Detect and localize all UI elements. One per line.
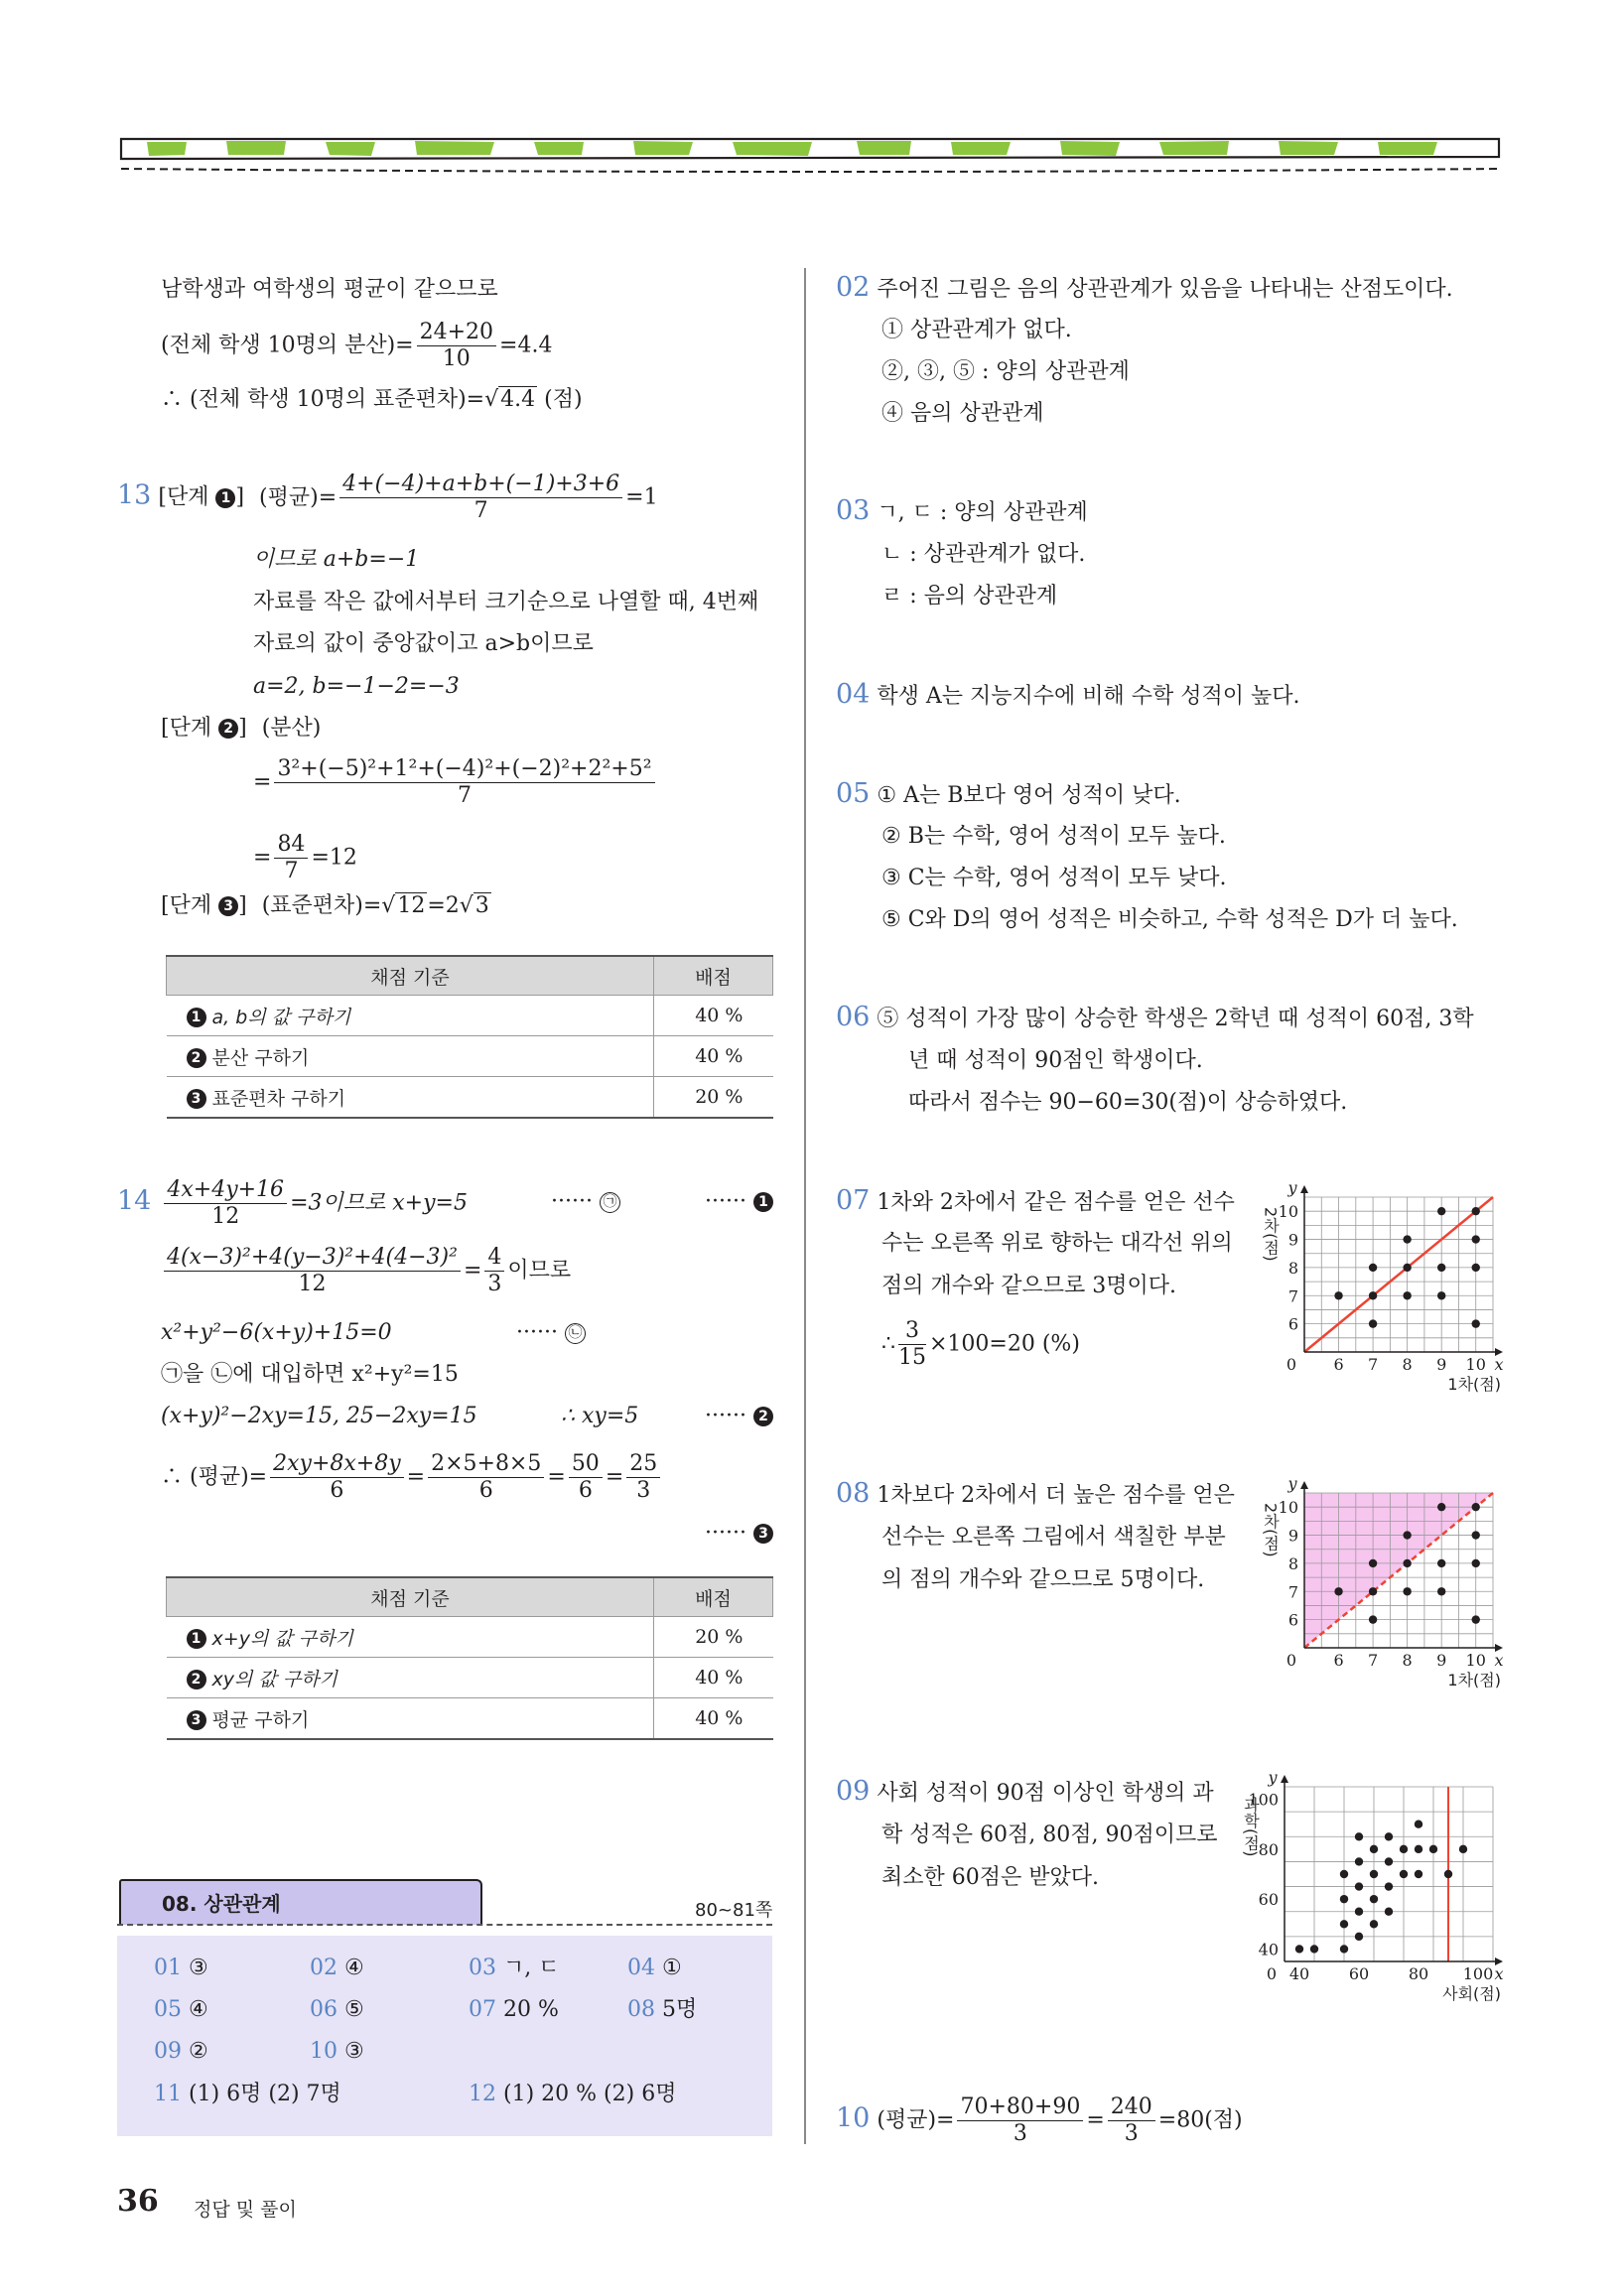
answer-item: 06 ⑤ xyxy=(310,1997,364,2022)
data-point xyxy=(1472,1319,1480,1327)
y-axis-letter: y xyxy=(1287,1477,1297,1493)
x-tick-label: 9 xyxy=(1436,1355,1447,1374)
origin-label: 0 xyxy=(1266,1964,1277,1983)
answer-key-title: 08. 상관관계 xyxy=(162,1892,281,1916)
y-tick-label: 8 xyxy=(1287,1258,1298,1278)
data-point xyxy=(1385,1882,1393,1890)
data-point xyxy=(1472,1264,1480,1272)
x-tick-label: 10 xyxy=(1465,1651,1486,1670)
column-divider xyxy=(804,268,806,2144)
q08-line-2: 선수는 오른쪽 그림에서 색칠한 부분 xyxy=(881,1525,1226,1550)
data-point xyxy=(1355,1908,1363,1916)
scatter-chart-07 xyxy=(1259,1181,1507,1400)
q08-line-1: 08 1차보다 2차에서 더 높은 점수를 얻은 xyxy=(836,1478,1235,1509)
data-point xyxy=(1403,1559,1411,1567)
data-point xyxy=(1472,1531,1480,1539)
data-point xyxy=(1400,1845,1408,1853)
data-point xyxy=(1437,1264,1445,1272)
answer-item: 11 (1) 6명 (2) 7명 xyxy=(154,2082,341,2106)
y-tick-label: 7 xyxy=(1287,1286,1298,1306)
data-point xyxy=(1340,1895,1348,1903)
q14-line-5-result: ∴ xy=5 xyxy=(561,1404,639,1428)
answer-item: 01 ③ xyxy=(154,1956,208,1980)
q13-line-4: 자료의 값이 중앙값이고 a>b이므로 xyxy=(253,631,594,656)
q02-line-2: ① 상관관계가 없다. xyxy=(881,318,1072,342)
data-point xyxy=(1370,1870,1378,1878)
y-axis-arrow xyxy=(1281,1775,1288,1783)
table-row: 3 평균 구하기 40 % xyxy=(167,1698,773,1740)
q05-line-2: ② B는 수학, 영어 성적이 모두 높다. xyxy=(881,824,1226,849)
q03-line-2: ㄴ : 상관관계가 없다. xyxy=(881,542,1086,567)
q04-line-1: 04 학생 A는 지능지수에 비해 수학 성적이 높다. xyxy=(836,679,1300,710)
x-tick-label: 60 xyxy=(1348,1964,1370,1983)
table-header-points: 배점 xyxy=(654,956,773,996)
data-point xyxy=(1403,1264,1411,1272)
data-point xyxy=(1370,1845,1378,1853)
table-header-criteria: 채점 기준 xyxy=(167,956,654,996)
data-point xyxy=(1437,1291,1445,1299)
answer-item: 02 ④ xyxy=(310,1956,364,1980)
data-point xyxy=(1403,1291,1411,1299)
q06-line-3: 따라서 점수는 90−60=30(점)이 상승하였다. xyxy=(908,1090,1348,1115)
table-row: 1 x+y의 값 구하기 20 % xyxy=(167,1617,773,1658)
table-row: 2 분산 구하기 40 % xyxy=(167,1036,773,1077)
q03-line-3: ㄹ : 음의 상관관계 xyxy=(881,584,1058,608)
q14-line-5: (x+y)²−2xy=15, 25−2xy=15 xyxy=(161,1404,477,1428)
y-tick-label: 6 xyxy=(1287,1610,1298,1630)
q06-line-1: 06 ⑤ 성적이 가장 많이 상승한 학생은 2학년 때 성적이 60점, 3학 xyxy=(836,1002,1474,1032)
data-point xyxy=(1369,1291,1377,1299)
answer-item: 05 ④ xyxy=(154,1997,208,2022)
x-tick-label: 7 xyxy=(1367,1355,1379,1374)
data-point xyxy=(1355,1832,1363,1840)
data-point xyxy=(1437,1503,1445,1511)
data-point xyxy=(1369,1319,1377,1327)
page-footer-title: 정답 및 풀이 xyxy=(194,2199,297,2221)
data-point xyxy=(1400,1870,1408,1878)
y-axis-letter: y xyxy=(1268,1771,1278,1787)
q07-line-1: 07 1차와 2차에서 같은 점수를 얻은 선수 xyxy=(836,1185,1235,1216)
y-tick-label: 40 xyxy=(1258,1940,1279,1959)
y-axis-arrow xyxy=(1300,1185,1308,1193)
q05-line-1: 05 ① A는 B보다 영어 성적이 낮다. xyxy=(836,778,1181,809)
q13-line-2: 이므로 a+b=−1 xyxy=(253,547,420,572)
answer-item: 03 ㄱ, ㄷ xyxy=(469,1956,560,1980)
reference-line xyxy=(1304,1197,1493,1352)
data-point xyxy=(1355,1933,1363,1941)
y-tick-label: 60 xyxy=(1258,1890,1279,1910)
q14-line-4: ㉠을 ㉡에 대입하면 x²+y²=15 xyxy=(161,1362,459,1387)
scoring-table-14 xyxy=(166,1576,773,1740)
q14-line-3-marker: ······ ㉡ xyxy=(516,1318,586,1348)
data-point xyxy=(1444,1870,1452,1878)
y-axis-label: 과학(점) xyxy=(1241,1797,1261,1857)
table-row: 1 a, b의 값 구하기 40 % xyxy=(167,996,773,1036)
x-tick-label: 7 xyxy=(1367,1651,1379,1670)
data-point xyxy=(1472,1207,1480,1215)
q05-line-3: ③ C는 수학, 영어 성적이 모두 낮다. xyxy=(881,866,1227,890)
x-tick-label: 100 xyxy=(1462,1964,1494,1983)
origin-label: 0 xyxy=(1286,1651,1296,1670)
header-decoration xyxy=(117,131,1507,179)
answer-item: 12 (1) 20 % (2) 6명 xyxy=(469,2082,677,2106)
data-point xyxy=(1385,1832,1393,1840)
page-number: 36 xyxy=(117,2184,159,2219)
data-point xyxy=(1369,1615,1377,1623)
intro-line-3: ∴ (전체 학생 10명의 표준편차)=√4.4 (점) xyxy=(161,387,583,412)
y-axis-letter: y xyxy=(1287,1181,1297,1197)
table-header-points: 배점 xyxy=(654,1577,773,1617)
q13-step3-line: [단계 3 ] (표준편차)=√12=2√3 xyxy=(161,893,489,918)
y-tick-label: 10 xyxy=(1278,1202,1298,1222)
x-tick-label: 40 xyxy=(1288,1964,1310,1983)
scatter-chart-09 xyxy=(1239,1771,1507,2009)
q14-line-1-step: ······ 1 xyxy=(705,1187,773,1217)
q10-line-1: 10 (평균)= $\frac{70+80+90}{3}$ = $\frac{240}{3}$ =80(점) xyxy=(836,2094,1243,2146)
y-axis-label: 2차(점) xyxy=(1261,1207,1281,1262)
data-point xyxy=(1369,1559,1377,1567)
q13-step1-line: 13 [단계 1 ] (평균)= $\frac{4+(-4)+a+b+(-1)+3+6}{7}$ =1 xyxy=(117,472,658,523)
x-axis-label: 1차(점) xyxy=(1447,1375,1501,1394)
scatter-chart-08 xyxy=(1259,1477,1507,1695)
data-point xyxy=(1355,1882,1363,1890)
x-axis-letter: x xyxy=(1494,1651,1504,1670)
y-tick-label: 9 xyxy=(1287,1230,1298,1250)
table-row: 3 표준편차 구하기 20 % xyxy=(167,1077,773,1119)
table-row: 2 xy의 값 구하기 40 % xyxy=(167,1658,773,1698)
q14-line-1: 14 $\frac{4x+4y+16}{12}$ =3이므로 x+y=5 xyxy=(117,1177,468,1229)
answer-item: 04 ① xyxy=(627,1956,682,1980)
scoring-table-13 xyxy=(166,955,773,1119)
data-point xyxy=(1437,1559,1445,1567)
x-axis-label: 1차(점) xyxy=(1447,1671,1501,1689)
data-point xyxy=(1369,1587,1377,1595)
data-point xyxy=(1437,1207,1445,1215)
q07-line-2: 수는 오른쪽 위로 향하는 대각선 위의 xyxy=(881,1231,1233,1256)
q13-variance-line: = $\frac{\text{3²+(−5)²+1²+(−4)²+(−2)²+2²+5²}}{7}$ xyxy=(253,756,658,809)
q13-line-3: 자료를 작은 값에서부터 크기순으로 나열할 때, 4번째 xyxy=(253,590,759,614)
q14-line-5-step: ······ 2 xyxy=(705,1402,773,1431)
data-point xyxy=(1340,1920,1348,1928)
data-point xyxy=(1370,1895,1378,1903)
y-tick-label: 7 xyxy=(1287,1582,1298,1602)
q07-line-3: 점의 개수와 같으므로 3명이다. xyxy=(881,1274,1176,1298)
q03-line-1: 03 ㄱ, ㄷ : 양의 상관관계 xyxy=(836,495,1088,526)
intro-line-1: 남학생과 여학생의 평균이 같으므로 xyxy=(161,277,498,302)
answer-item: 08 5명 xyxy=(627,1997,698,2022)
answer-item: 10 ③ xyxy=(310,2039,364,2064)
data-point xyxy=(1415,1870,1422,1878)
y-axis-arrow xyxy=(1300,1481,1308,1489)
y-axis-label: 2차(점) xyxy=(1261,1503,1281,1557)
data-point xyxy=(1334,1291,1342,1299)
q14-line-3: x²+y²−6(x+y)+15=0 xyxy=(161,1320,392,1345)
q05-line-4: ⑤ C와 D의 영어 성적은 비슷하고, 수학 성적은 D가 더 높다. xyxy=(881,907,1458,932)
data-point xyxy=(1369,1264,1377,1272)
x-tick-label: 6 xyxy=(1333,1651,1344,1670)
q13-step2-line: [단계 2 ] (분산) xyxy=(161,716,322,741)
q08-line-3: 의 점의 개수와 같으므로 5명이다. xyxy=(881,1567,1205,1592)
q06-line-2: 년 때 성적이 90점인 학생이다. xyxy=(908,1048,1203,1073)
x-axis-label: 사회(점) xyxy=(1442,1984,1501,2003)
intro-line-2: (전체 학생 10명의 분산)= $\frac{24+20}{10}$ =4.4 xyxy=(161,320,553,371)
data-point xyxy=(1472,1503,1480,1511)
data-point xyxy=(1437,1587,1445,1595)
answer-item: 07 20 % xyxy=(469,1997,559,2022)
data-point xyxy=(1415,1821,1422,1828)
q14-line-1-marker: ······ ㉠ xyxy=(551,1187,620,1217)
q02-line-1: 02 주어진 그림은 음의 상관관계가 있음을 나타내는 산점도이다. xyxy=(836,272,1453,303)
data-point xyxy=(1415,1845,1422,1853)
x-tick-label: 9 xyxy=(1436,1651,1447,1670)
data-point xyxy=(1459,1845,1467,1853)
y-tick-label: 80 xyxy=(1258,1839,1279,1859)
data-point xyxy=(1340,1945,1348,1953)
x-tick-label: 10 xyxy=(1465,1355,1486,1374)
y-tick-label: 100 xyxy=(1248,1790,1279,1810)
data-point xyxy=(1370,1920,1378,1928)
data-point xyxy=(1403,1531,1411,1539)
q13-number: 13 xyxy=(117,479,152,511)
data-point xyxy=(1403,1587,1411,1595)
data-point xyxy=(1472,1559,1480,1567)
x-tick-label: 8 xyxy=(1402,1651,1413,1670)
data-point xyxy=(1429,1845,1437,1853)
origin-label: 0 xyxy=(1286,1355,1296,1374)
answer-key-rule xyxy=(117,1924,772,1926)
q14-line-2: $\frac{\text{4(x−3)²+4(y−3)²+4(4−3)²}}{12}$ = $\frac{4}{3}$ 이므로 xyxy=(161,1245,571,1297)
answer-key-pages: 80~81쪽 xyxy=(695,1900,773,1921)
data-point xyxy=(1310,1945,1318,1953)
y-tick-label: 10 xyxy=(1278,1498,1298,1518)
data-point xyxy=(1403,1235,1411,1243)
q02-line-4: ④ 음의 상관관계 xyxy=(881,401,1044,426)
table-header-criteria: 채점 기준 xyxy=(167,1577,654,1617)
data-point xyxy=(1472,1235,1480,1243)
data-point xyxy=(1472,1615,1480,1623)
x-tick-label: 6 xyxy=(1333,1355,1344,1374)
data-point xyxy=(1385,1908,1393,1916)
q13-variance-result: = $\frac{84}{7}$ =12 xyxy=(253,832,357,883)
q14-mean-step: ······ 3 xyxy=(705,1519,773,1549)
q02-line-3: ②, ③, ⑤ : 양의 상관관계 xyxy=(881,359,1130,384)
y-tick-label: 6 xyxy=(1287,1314,1298,1334)
x-tick-label: 80 xyxy=(1408,1964,1429,1983)
x-tick-label: 8 xyxy=(1402,1355,1413,1374)
q09-line-1: 09 사회 성적이 90점 이상인 학생의 과 xyxy=(836,1776,1214,1807)
y-tick-label: 9 xyxy=(1287,1526,1298,1546)
x-axis-letter: x xyxy=(1494,1355,1504,1374)
data-point xyxy=(1385,1857,1393,1865)
q14-mean-line: ∴ (평균)= $\frac{2xy+8x+8y}{6}$ = $\frac{2\times 5+8\times 5}{6}$ = $\frac{50}{6}$ = $\frac{25}{3}$ xyxy=(161,1451,663,1504)
q07-line-4: ∴ $\frac{3}{15}$ ×100=20 (%) xyxy=(881,1318,1080,1370)
y-tick-label: 8 xyxy=(1287,1553,1298,1573)
data-point xyxy=(1334,1587,1342,1595)
data-point xyxy=(1295,1945,1303,1953)
x-axis-letter: x xyxy=(1494,1964,1504,1983)
data-point xyxy=(1355,1857,1363,1865)
data-point xyxy=(1340,1870,1348,1878)
q09-line-2: 학 성적은 60점, 80점, 90점이므로 xyxy=(881,1823,1218,1847)
q14-number: 14 xyxy=(117,1185,152,1217)
q09-line-3: 최소한 60점은 받았다. xyxy=(881,1865,1099,1890)
q13-line-5: a=2, b=−1−2=−3 xyxy=(253,674,460,699)
answer-item: 09 ② xyxy=(154,2039,208,2064)
